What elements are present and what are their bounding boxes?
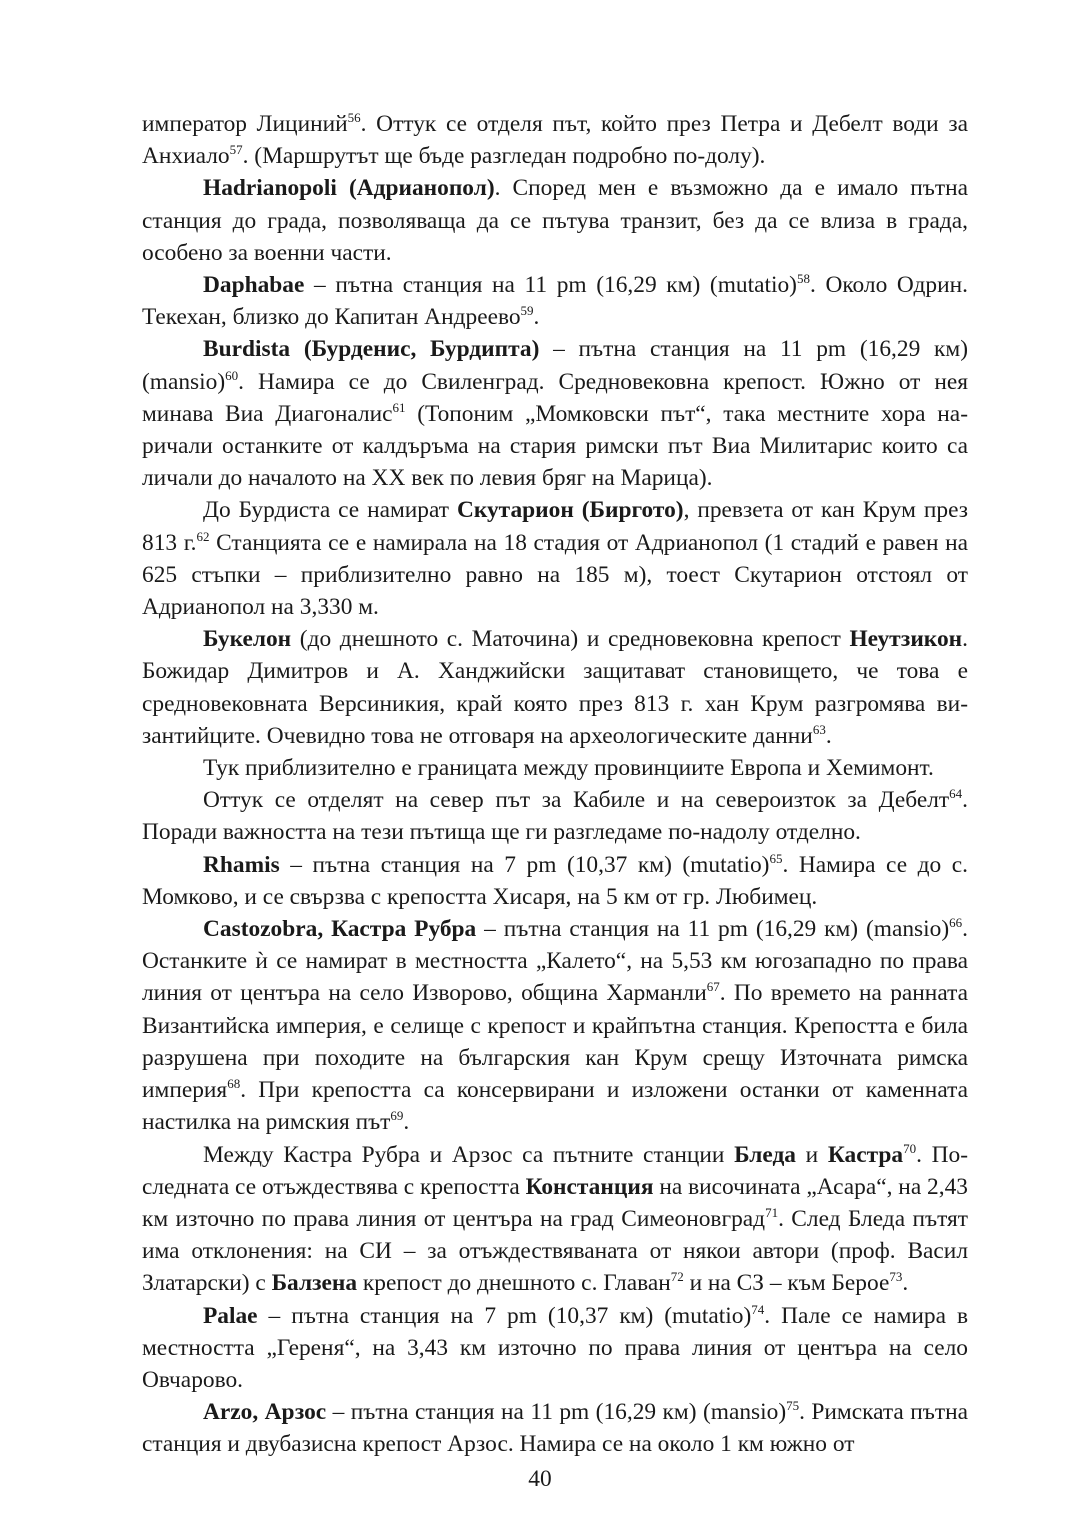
footnote-ref: 70 — [903, 1140, 917, 1156]
text-run: – пътна станция на 11 рm (16,29 км) (mansio) — [142, 336, 968, 395]
text-run: (до днешното с. Маточина) и средновековна крепост — [291, 626, 850, 653]
page-number: 40 — [528, 1466, 552, 1492]
footnote-ref: 63 — [812, 721, 826, 737]
text-run: . Пале се намира в местността „Гереня“, на 3,43 км източно по права линия от центъра на село Овчарово. — [142, 1302, 968, 1393]
bold-term: Hadrianopoli (Адрианопол) — [203, 175, 495, 202]
bold-term: Бледа — [734, 1141, 796, 1168]
footnote-ref: 57 — [229, 142, 243, 158]
footnote-ref: 74 — [751, 1301, 765, 1317]
footnote-ref: 72 — [670, 1269, 684, 1285]
text-run: на височината „Асара“, на 2,43 км източно по права линия от центъра на град Симеоновград — [142, 1173, 968, 1232]
text-run: . Намира се до Свиленград. Средновековна крепост. Южно от нея минава Виа Диагоналис — [142, 368, 968, 427]
text-run: . Римската пътна станция и двубазисна крепост Арзос. Намира се на около 1 км южно от — [142, 1399, 968, 1458]
text-run: Между Кастра Рубра и Арзос са пътните станции — [203, 1141, 735, 1168]
footnote-ref: 64 — [949, 786, 963, 802]
text-run: . (Маршрутът ще бъде разгледан подробно по-долу). — [242, 143, 766, 170]
paragraph — [142, 784, 968, 848]
text-run: – пътна станция на 11 рm (16,29 км) (mansio) — [326, 1399, 787, 1426]
text-run: . — [533, 304, 540, 331]
bold-term: Arzo, Арзос — [203, 1399, 327, 1426]
footnote-ref: 66 — [949, 915, 963, 931]
body-text — [142, 108, 968, 1461]
text-run: крепост до днешното с. Главан — [357, 1270, 671, 1297]
bold-term: Daphabae — [203, 272, 305, 299]
paragraph — [142, 269, 968, 333]
paragraph — [142, 494, 968, 623]
footnote-ref: 62 — [196, 528, 210, 544]
text-run: . По времето на ранната Византийска империя, е селище с крепост и крайпътна станция. Крепостта е била разрушена при походите на българския кан Крум срещу Източната римска империя — [142, 980, 968, 1104]
footnote-ref: 69 — [390, 1108, 404, 1124]
footnote-ref: 59 — [520, 303, 534, 319]
text-run: Станцията се е намирала на 18 стадия от Адрианопол (1 стадий е равен на 625 стъпки – приблизително равно на 185 м), тоест Скутарион отстоял от Адрианопол на 3,330 м. — [142, 529, 968, 621]
footnote-ref: 68 — [227, 1076, 241, 1092]
footnote-ref: 71 — [765, 1204, 779, 1220]
text-run: . При крепостта са консервирани и изложени останки от каменната настилка на римския път — [142, 1077, 968, 1136]
bold-term: Rhamis — [203, 851, 280, 878]
text-run: – пътна станция на 11 рm (16,29 км) (mutatio) — [304, 272, 797, 299]
bold-term: Неутзикон — [849, 626, 963, 653]
paragraph — [142, 1396, 968, 1460]
text-run: . Около Одрин. Текехан, близко до Капитан Андреево — [142, 272, 968, 331]
text-run: Тук приблизително е границата между провинциите Европа и Хемимонт. — [203, 755, 934, 782]
text-run: До Бурдиста се намират — [203, 497, 457, 524]
footnote-ref: 67 — [706, 979, 720, 995]
footnote-ref: 56 — [347, 110, 361, 125]
paragraph — [142, 1300, 968, 1397]
footnote-ref: 58 — [796, 271, 810, 287]
paragraph — [142, 623, 968, 752]
bold-term: Palae — [203, 1302, 258, 1329]
text-run: . След Бледа пътят има отклонения: на СИ – за отъждествяваната от някои автори (проф. Васил Златарски) с — [142, 1205, 968, 1297]
text-run: . Божидар Димитров и А. Ханджийски защитават становището, че това е средновековната Версиникия, край която през 813 г. хан Крум разгромява византийците. Очевидно това не отговаря на археологическите данни — [142, 626, 968, 749]
text-run: – пътна станция на 11 рm (16,29 км) (mansio) — [476, 916, 950, 943]
footnote-ref: 65 — [769, 850, 783, 866]
text-run: – пътна станция на 7 рm (10,37 км) (mutatio) — [279, 851, 770, 878]
text-run: . Оттук се отделя път, който през Петра и Дебелт води за Анхиало — [142, 111, 968, 170]
text-run: и на СЗ – към Берое — [683, 1270, 890, 1297]
paragraph — [142, 333, 968, 494]
bold-term: Скутарион (Биргото) — [456, 497, 684, 524]
paragraph — [142, 1139, 968, 1300]
footnote-ref: 75 — [786, 1398, 800, 1414]
bold-term: Балзена — [271, 1270, 358, 1297]
bold-term: Castozobra, Кастра Рубра — [203, 916, 477, 943]
footnote-ref: 60 — [225, 367, 239, 383]
paragraph — [142, 752, 968, 784]
paragraph — [142, 913, 968, 1138]
text-run: . Намира се до с. Момково, и се свързва с крепостта Хисаря, на 5 км от гр. Любимец. — [142, 851, 968, 910]
text-run: . Според мен е възможно да е имало пътна станция до града, позволяваща да се пътува транзит, без да се влиза в града, особено за военни части. — [142, 175, 969, 266]
paragraph — [142, 108, 968, 172]
text-run: – пътна станция на 7 рm (10,37 км) (mutatio) — [257, 1302, 752, 1329]
bold-term: Букелон — [203, 626, 292, 653]
text-run: Оттук се отделят на север път за Кабиле и на североизток за Дебелт — [203, 787, 950, 814]
bold-term: Констанция — [525, 1173, 654, 1200]
footnote-ref: 73 — [889, 1269, 903, 1285]
text-run: и — [795, 1141, 828, 1168]
text-run: . — [403, 1109, 410, 1136]
paragraph — [142, 849, 968, 913]
text-run: . Останките ѝ се намират в местността „Калето“, на 5,53 км югозападно по права линия от центъра на село Изворово, община Харманли — [142, 916, 968, 1007]
text-run: . — [902, 1270, 909, 1297]
text-run: , превзета от кан Крум през 813 г. — [142, 497, 968, 556]
bold-term: Burdista (Бурденис, Бурдипта) — [203, 336, 540, 363]
footnote-ref: 61 — [392, 399, 406, 415]
text-run: . — [825, 722, 832, 749]
bold-term: Кастра — [827, 1141, 904, 1168]
text-run: (Топоним „Момковски път“, така местните хора наричали останките от калдъръма на стария римски път Виа Милитарис които са личали до началото на XX век по левия бряг на Марица). — [142, 400, 968, 492]
paragraph — [142, 172, 968, 269]
text-run: император Лициний — [142, 111, 348, 137]
text-run: . Поради важността на тези пътища ще ги разгледаме по-надолу отделно. — [142, 787, 968, 846]
text-run: . Последната се отъждествява с крепостта — [142, 1141, 968, 1200]
